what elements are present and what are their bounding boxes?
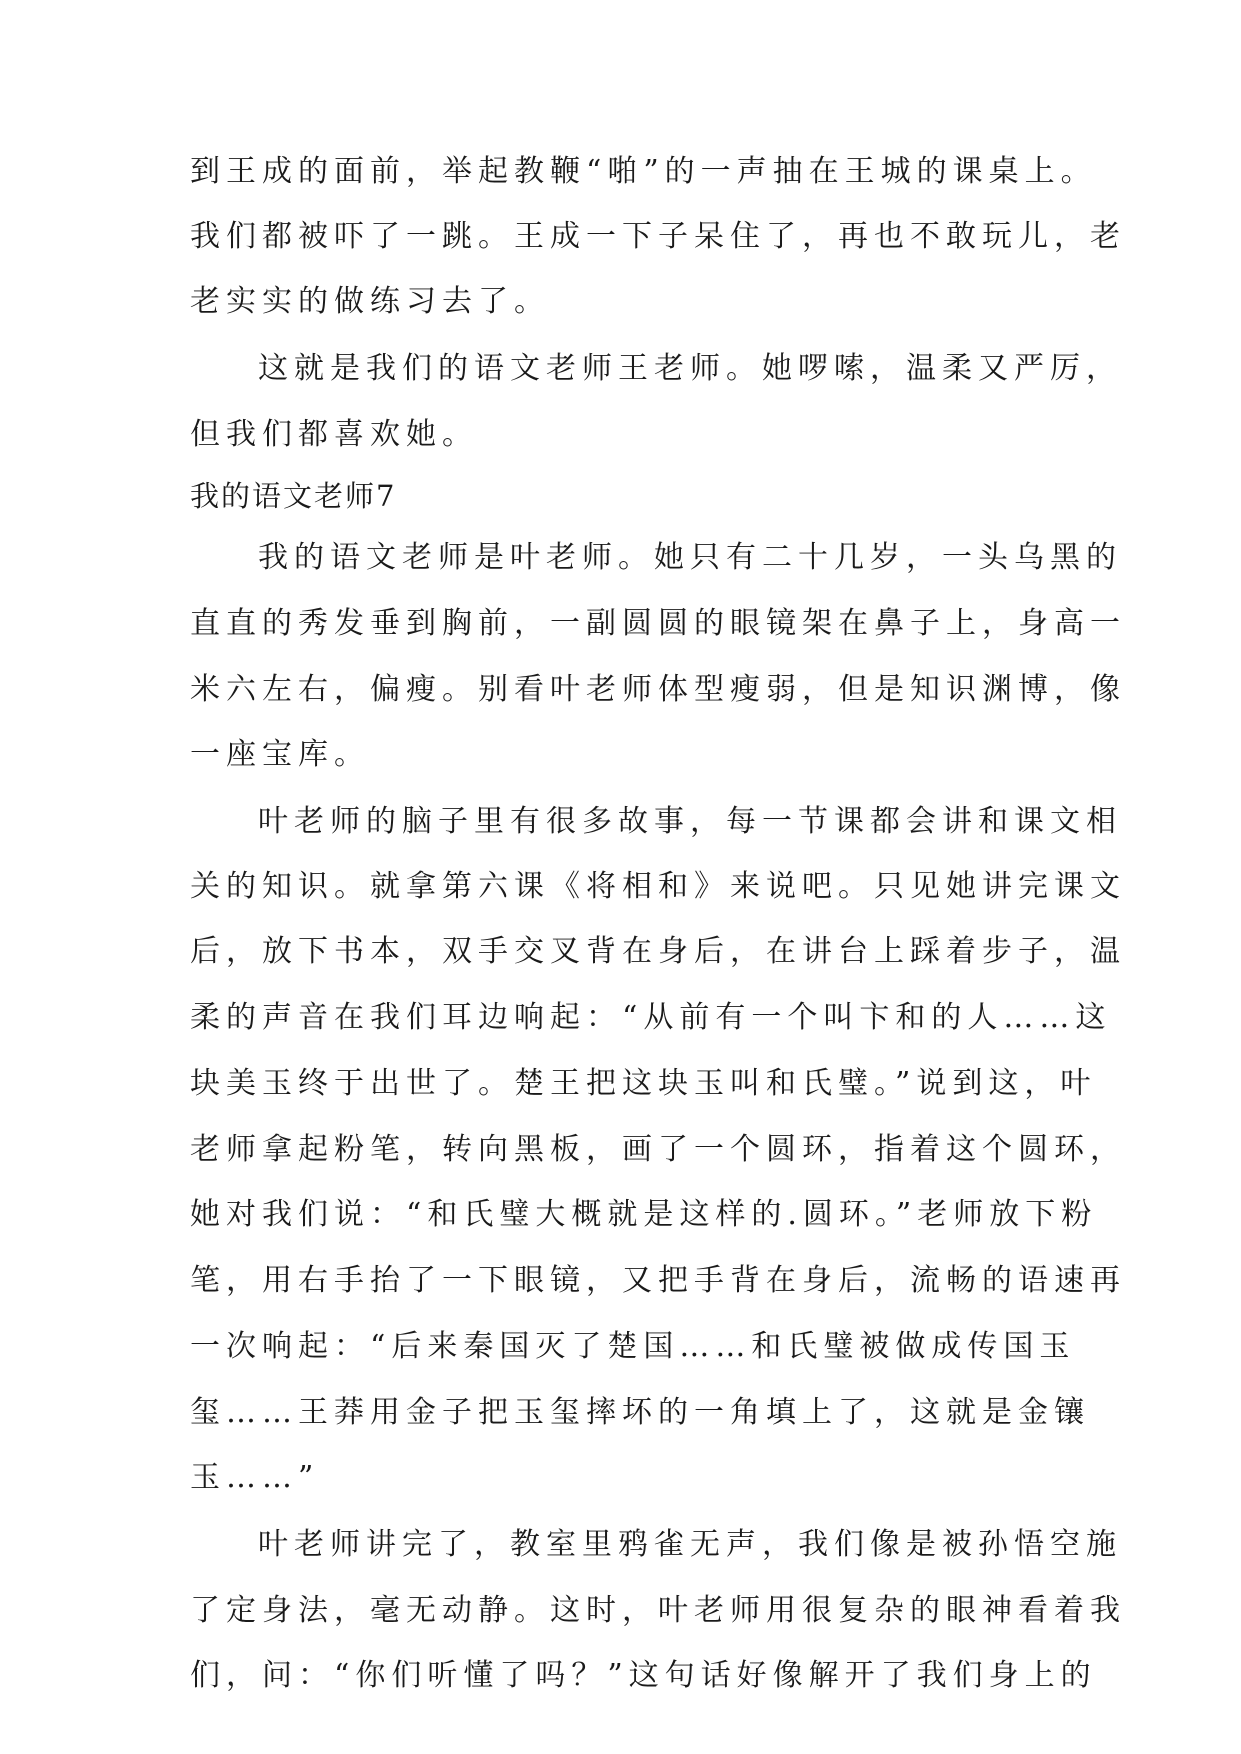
text-line: 笔，用右手抬了一下眼镜，又把手背在身后，流畅的语速再: [190, 1263, 1126, 1298]
section-heading: 我的语文老师7: [190, 479, 397, 513]
paragraph-start-line: 我的语文老师是叶老师。她只有二十几岁，一头乌黑的: [258, 540, 1122, 575]
text-line: 一次响起：“后来秦国灭了楚国……和氏璧被做成传国玉: [190, 1329, 1076, 1364]
text-line: 关的知识。就拿第六课《将相和》来说吧。只见她讲完课文: [190, 869, 1126, 904]
text-line: 她对我们说：“和氏璧大概就是这样的.圆环。”老师放下粉: [190, 1197, 1098, 1232]
text-line: 米六左右，偏瘦。别看叶老师体型瘦弱，但是知识渊博，像: [190, 672, 1126, 707]
text-line: 但我们都喜欢她。: [190, 417, 478, 452]
text-line: 玉……”: [190, 1460, 320, 1495]
text-line: 后，放下书本，双手交叉背在身后，在讲台上踩着步子，温: [190, 934, 1126, 969]
text-line: 柔的声音在我们耳边响起：“从前有一个叫卞和的人……这: [190, 1000, 1112, 1035]
text-line: 老实实的做练习去了。: [190, 284, 550, 319]
text-line: 块美玉终于出世了。楚王把这块玉叫和氏璧。”说到这，叶: [190, 1066, 1097, 1101]
text-line: 到王成的面前，举起教鞭“啪”的一声抽在王城的课桌上。: [190, 154, 1097, 189]
text-line: 一座宝库。: [190, 737, 370, 772]
text-line: 了定身法，毫无动静。这时，叶老师用很复杂的眼神看着我: [190, 1593, 1126, 1628]
text-line: 玺……王莽用金子把玉玺摔坏的一角填上了，这就是金镶: [190, 1395, 1090, 1430]
text-line: 我们都被吓了一跳。王成一下子呆住了，再也不敢玩儿，老: [190, 219, 1126, 254]
text-line: 们，问：“你们听懂了吗？”这句话好像解开了我们身上的: [190, 1658, 1097, 1693]
text-line: 老师拿起粉笔，转向黑板，画了一个圆环，指着这个圆环，: [190, 1132, 1126, 1167]
paragraph-start-line: 这就是我们的语文老师王老师。她啰嗦，温柔又严厉，: [258, 351, 1122, 386]
paragraph-start-line: 叶老师讲完了，教室里鸦雀无声，我们像是被孙悟空施: [258, 1527, 1122, 1562]
text-line: 直直的秀发垂到胸前，一副圆圆的眼镜架在鼻子上，身高一: [190, 606, 1126, 641]
paragraph-start-line: 叶老师的脑子里有很多故事，每一节课都会讲和课文相: [258, 804, 1122, 839]
